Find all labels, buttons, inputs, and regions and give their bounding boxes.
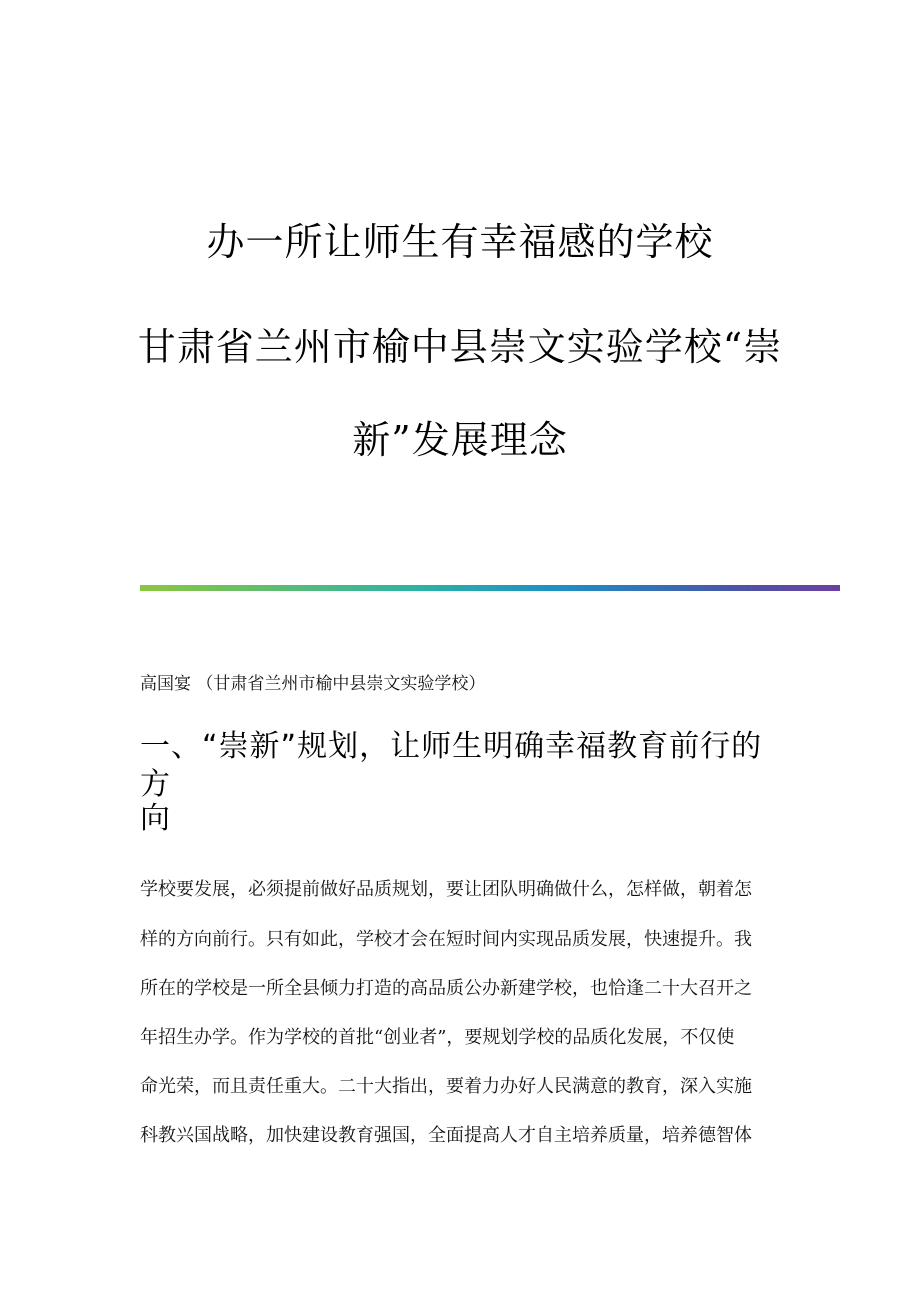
title-divider bbox=[140, 585, 840, 591]
document-title-line-2: 甘肃省兰州市榆中县崇文实验学校“崇 bbox=[137, 325, 783, 369]
document-title-line-1: 办一所让师生有幸福感的学校 bbox=[206, 220, 714, 264]
body-line-2: 样的方向前行。只有如此，学校才会在短时间内实现品质发展，快速提升。我 bbox=[140, 929, 752, 950]
body-line-5: 命光荣，而且责任重大。二十大指出，要着力办好人民满意的教育，深入实施 bbox=[140, 1076, 752, 1097]
section-heading-line-2: 向 bbox=[140, 801, 171, 836]
body-line-3: 所在的学校是一所全县倾力打造的高品质公办新建学校，也恰逢二十大召开之 bbox=[140, 978, 752, 999]
body-line-4: 年招生办学。作为学校的首批“创业者”，要规划学校的品质化发展，不仅使 bbox=[140, 1027, 735, 1048]
body-line-1: 学校要发展，必须提前做好品质规划，要让团队明确做什么，怎样做，朝着怎 bbox=[140, 879, 752, 900]
section-heading-line-1: 一、“崇新”规划，让师生明确幸福教育前行的方 bbox=[140, 729, 763, 802]
body-line-6: 科教兴国战略，加快建设教育强国，全面提高人才自主培养质量，培养德智体 bbox=[140, 1125, 752, 1146]
document-title-line-3: 新”发展理念 bbox=[352, 418, 568, 462]
author-line: 高国宴 （甘肃省兰州市榆中县崇文实验学校） bbox=[140, 674, 486, 694]
